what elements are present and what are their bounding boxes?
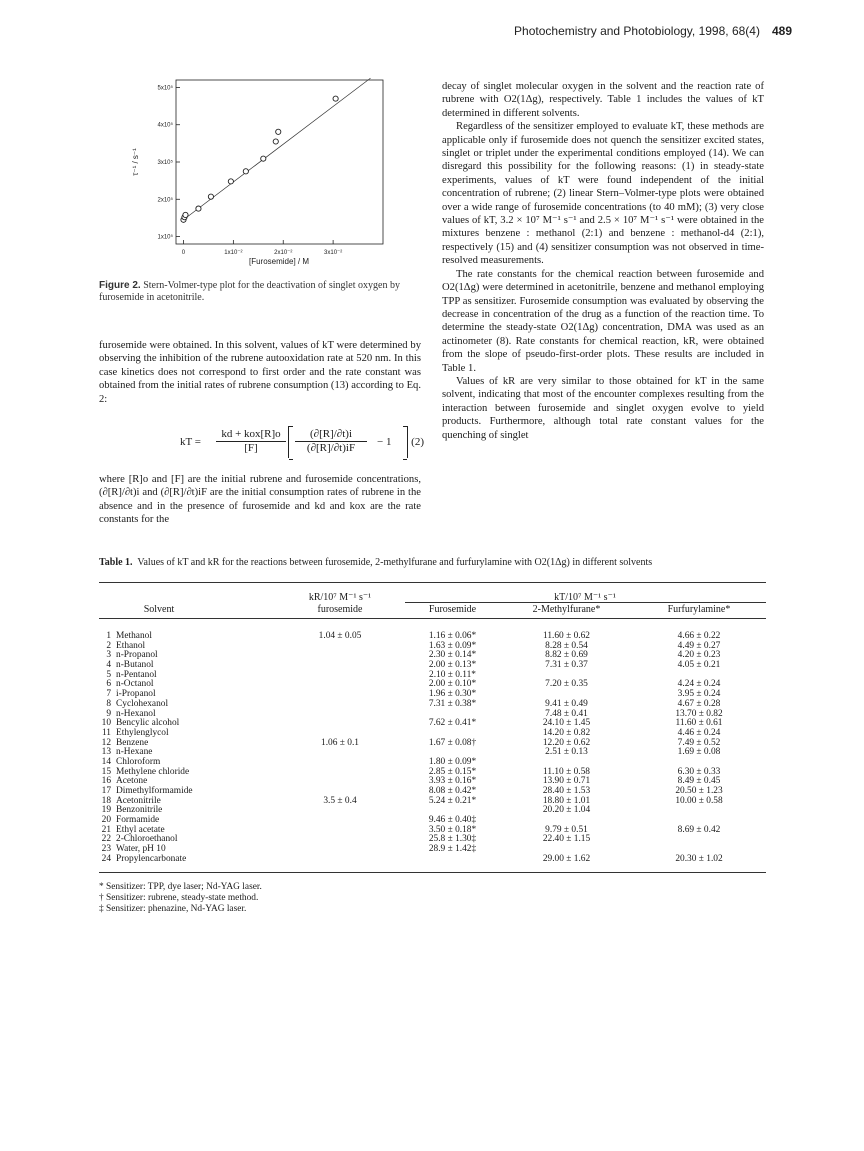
- row-number: 3: [106, 650, 111, 661]
- kt-methylfurane: 11.10 ± 0.58: [543, 766, 590, 777]
- solvent-name: n-Hexane: [116, 747, 153, 758]
- page-number: 489: [771, 24, 792, 38]
- solvent-name: i-Propanol: [116, 689, 156, 700]
- solvent-name: Chloroform: [116, 756, 161, 767]
- row-number: 11: [101, 727, 111, 738]
- y-axis-ticks: [158, 84, 181, 240]
- kt-furfurylamine: 4.24 ± 0.24: [677, 679, 721, 690]
- equation-2: [180, 426, 424, 460]
- equation-inner-denominator: (∂[R]/∂t)iF: [306, 442, 356, 454]
- solvent-name: Bencylic alcohol: [116, 718, 180, 729]
- equation-brackets: [288, 426, 408, 458]
- row-number: 17: [101, 786, 111, 796]
- kt-furfurylamine: 7.49 ± 0.52: [677, 737, 721, 748]
- data-points: [181, 96, 338, 222]
- left-column-text-2: [99, 473, 421, 527]
- header-kr-unit: kR/10⁷ M⁻¹ s⁻¹: [308, 592, 372, 603]
- kt-methylfurane: 29.00 ± 1.62: [542, 853, 591, 864]
- solvent-name: Acetonitrile: [116, 795, 161, 806]
- kt-furosemide: 28.9 ± 1.42‡: [428, 844, 477, 855]
- kt-methylfurane: 11.60 ± 0.62: [543, 631, 590, 641]
- kt-furosemide: 2.10 ± 0.11*: [429, 669, 476, 680]
- solvent-name: Acetone: [116, 776, 148, 787]
- paragraph: furosemide were obtained. In this solvent, values of kT were determined by observing the inhibition of the rubrene autooxidation rate at 520 nm. In this case kinetics does not correspond to first order and the rate constant was obtained from the initial rates of rubrene consumption (13) according to Eq. 2:: [99, 340, 421, 405]
- table-row: [99, 700, 766, 710]
- row-number: 7: [106, 689, 111, 700]
- equation-numerator: kd + kox[R]o: [216, 428, 286, 442]
- solvent-name: Benzene: [116, 737, 149, 748]
- row-number: 5: [106, 669, 111, 680]
- equation-number: (2): [411, 436, 424, 448]
- y-tick-label: 2x10⁵: [157, 197, 173, 204]
- kt-furfurylamine: 8.49 ± 0.45: [677, 776, 721, 787]
- y-tick-label: 3x10⁵: [157, 160, 173, 166]
- kt-furosemide: 2.00 ± 0.13*: [428, 660, 477, 671]
- kt-furosemide: 7.62 ± 0.41*: [428, 718, 477, 729]
- x-axis-ticks: [182, 240, 342, 256]
- kr-furosemide: 1.04 ± 0.05: [318, 631, 362, 641]
- row-number: 9: [106, 708, 111, 719]
- x-tick-label: 1x10⁻²: [224, 250, 243, 256]
- table-title: [99, 557, 779, 568]
- row-number: 13: [101, 747, 111, 758]
- kt-furfurylamine: 11.60 ± 0.61: [675, 718, 723, 729]
- footnote: * Sensitizer: TPP, dye laser; Nd-YAG laser.: [99, 882, 262, 892]
- kt-furosemide: 2.30 ± 0.14*: [428, 650, 477, 661]
- kt-furfurylamine: 8.69 ± 0.42: [677, 824, 721, 835]
- row-number: 19: [101, 805, 111, 816]
- kt-furosemide: 1.96 ± 0.30*: [428, 689, 477, 700]
- data-point: [208, 194, 213, 199]
- table-row: [99, 719, 766, 729]
- solvent-name: Ethyl acetate: [116, 824, 165, 835]
- solvent-name: Formamide: [116, 815, 160, 826]
- row-number: 14: [101, 756, 111, 767]
- kt-furfurylamine: 4.66 ± 0.22: [677, 631, 721, 641]
- equation-minus-one: − 1: [377, 436, 392, 448]
- kt-furfurylamine: 6.30 ± 0.33: [677, 766, 721, 777]
- y-axis-label: τ⁻¹ / s⁻¹: [131, 148, 140, 176]
- kt-furfurylamine: 20.50 ± 1.23: [675, 786, 723, 796]
- kt-furfurylamine: 4.49 ± 0.27: [677, 640, 721, 651]
- figure-caption: [99, 280, 424, 304]
- header-solvent: Solvent: [143, 604, 175, 615]
- y-tick-label: 5x10⁵: [157, 85, 173, 92]
- kt-furfurylamine: 3.95 ± 0.24: [677, 689, 721, 700]
- kt-methylfurane: 13.90 ± 0.71: [542, 776, 591, 787]
- running-header: [514, 24, 792, 38]
- kt-methylfurane: 14.20 ± 0.82: [542, 727, 591, 738]
- row-number: 4: [106, 660, 111, 671]
- data-point: [228, 179, 233, 184]
- solvent-name: n-Octanol: [116, 679, 154, 690]
- paragraph: where [R]o and [F] are the initial rubrene and furosemide concentrations, (∂[R]/∂t)i and (∂[R]/∂t)iF are the initial consumption rates of rubrene in the absence and in the presence of furosemide and kd and kox are the rate constants for the: [99, 474, 421, 526]
- solvent-name: Water, pH 10: [116, 844, 166, 855]
- kt-furfurylamine: 4.20 ± 0.23: [677, 650, 721, 661]
- row-number: 12: [101, 737, 111, 748]
- y-tick-label: 1x10⁵: [157, 234, 173, 241]
- table-footnotes: [99, 882, 262, 915]
- kt-furosemide: 1.80 ± 0.09*: [428, 756, 477, 767]
- kt-furosemide: 9.46 ± 0.40‡: [428, 815, 477, 826]
- kt-furosemide: 1.63 ± 0.09*: [428, 640, 477, 651]
- kt-methylfurane: 28.40 ± 1.53: [542, 786, 591, 796]
- stern-volmer-plot: [118, 62, 398, 272]
- table-row: [99, 845, 766, 855]
- header-furosemide: Furosemide: [428, 604, 477, 615]
- data-point: [261, 156, 266, 161]
- table-top-rule: [99, 582, 766, 583]
- solvent-name: Propylencarbonate: [116, 853, 187, 864]
- data-point: [183, 212, 188, 217]
- x-tick-label: 0: [181, 250, 186, 256]
- table-row: [99, 855, 766, 865]
- table-bottom-rule: [99, 872, 766, 873]
- kt-furfurylamine: 4.67 ± 0.28: [677, 698, 721, 709]
- kr-furosemide: 3.5 ± 0.4: [323, 795, 357, 806]
- header-methylfurane: 2-Methylfurane*: [532, 604, 601, 615]
- table-title-text: Values of kT and kR for the reactions between furosemide, 2-methylfurane and furfurylamine with O2(1Δg) in different solvents: [137, 557, 653, 568]
- kt-furfurylamine: 20.30 ± 1.02: [675, 853, 723, 864]
- paragraph: Regardless of the sensitizer employed to evaluate kT, these methods are applicable only if furosemide does not quench the sensitizer excited states, singlet or triplet under the experimental conditions employed (14). We can disregard this possibility for the following reasons: (1) in steady-state experiments, values of kT were found independent of the initial concentration of rubrene; (2) linear Stern–Volmer-type plots were obtained over a wide range of furosemide concentrations (to 40 mM); (3) very close values of kT, 3.2 × 10⁷ M⁻¹ s⁻¹ and 2.5 × 10⁷ M⁻¹ s⁻¹ were obtained in the mixtures benzene : methanol (2:1) and benzene : methanol-d4 (2:1), respectively (15) and (4) sensitizer consumption was not observed in time-resolved measurements.: [442, 121, 764, 267]
- data-point: [276, 129, 281, 134]
- kt-furfurylamine: 4.05 ± 0.21: [677, 660, 721, 671]
- paragraph: decay of singlet molecular oxygen in the solvent and the reaction rate of rubrene with O2(1Δg), respectively. Table 1 includes the values of kT determined in different solvents.: [442, 81, 764, 119]
- y-tick-label: 4x10⁵: [157, 122, 173, 129]
- solvent-name: Ethylenglycol: [116, 727, 169, 738]
- kt-methylfurane: 7.31 ± 0.37: [545, 660, 588, 671]
- kt-methylfurane: 9.79 ± 0.51: [545, 824, 588, 835]
- row-number: 24: [101, 853, 111, 864]
- kt-furosemide: 3.93 ± 0.16*: [428, 776, 477, 787]
- kt-furosemide: 1.67 ± 0.08†: [428, 737, 477, 748]
- solvent-name: n-Hexanol: [116, 708, 156, 719]
- row-number: 20: [101, 815, 111, 826]
- header-kt-unit: kT/10⁷ M⁻¹ s⁻¹: [554, 592, 616, 603]
- solvent-name: Methylene chloride: [116, 766, 190, 777]
- header-kr-sub: furosemide: [317, 604, 363, 615]
- row-number: 2: [106, 640, 111, 651]
- solvent-name: Methanol: [116, 631, 152, 641]
- header-furfurylamine: Furfurylamine*: [667, 604, 731, 615]
- kt-furosemide: 5.24 ± 0.21*: [428, 795, 477, 806]
- table-row: [99, 797, 766, 807]
- row-number: 15: [101, 766, 111, 777]
- kt-methylfurane: 18.80 ± 1.01: [542, 795, 591, 806]
- kt-methylfurane: 8.82 ± 0.69: [545, 650, 588, 661]
- equation-fraction: [216, 428, 286, 454]
- paragraph: The rate constants for the chemical reaction between furosemide and O2(1Δg) were determined in acetonitrile, benzene and methanol employing TPP as sensitizer. Furosemide consumption was evaluated by observing the decrease in concentration of the drug as a function of the reaction time. To determine the steady-state O2(1Δg) concentration, DMA was used as an actinometer (8). Rate constants for chemical reaction, kR, were obtained from the slope of pseudo-first-order plots. These results are included in Table 1.: [442, 268, 764, 374]
- kt-methylfurane: 8.28 ± 0.54: [545, 640, 588, 651]
- kt-methylfurane: 24.10 ± 1.45: [542, 718, 591, 729]
- kt-furfurylamine: 4.46 ± 0.24: [677, 727, 721, 738]
- kt-furfurylamine: 1.69 ± 0.08: [677, 747, 721, 758]
- row-number: 10: [101, 718, 111, 729]
- equation-inner-numerator: (∂[R]/∂t)i: [295, 428, 367, 442]
- row-number: 18: [101, 795, 111, 806]
- table-label: Table 1.: [99, 557, 133, 568]
- plot-frame: [176, 80, 383, 244]
- solvent-name: n-Butanol: [116, 660, 154, 671]
- row-number: 1: [106, 631, 111, 641]
- kt-methylfurane: 2.51 ± 0.13: [545, 747, 588, 758]
- table-row: [99, 739, 766, 749]
- kt-methylfurane: 9.41 ± 0.49: [545, 698, 588, 709]
- data-point: [243, 169, 248, 174]
- journal-citation: Photochemistry and Photobiology, 1998, 68(4): [514, 24, 760, 38]
- paragraph: Values of kR are very similar to those obtained for kT in the same solvent, indicating that most of the encounter complexes resulting from the interaction between furosemide and singlet oxygen evolve to yield products. Furthermore, although total rate constant values for the quenching of singlet: [442, 375, 764, 441]
- right-column-text: [442, 80, 764, 442]
- kt-furosemide: 25.8 ± 1.30‡: [428, 834, 477, 845]
- kt-methylfurane: 12.20 ± 0.62: [542, 737, 591, 748]
- x-axis-label: [Furosemide] / M: [248, 257, 310, 266]
- equation-inner-fraction: [295, 428, 367, 454]
- row-number: 21: [101, 824, 111, 835]
- table-header-rule: [99, 618, 766, 619]
- solvent-name: 2-Chloroethanol: [116, 834, 178, 845]
- table-body: [99, 632, 766, 865]
- x-tick-label: 2x10⁻²: [274, 250, 293, 256]
- kt-methylfurane: 20.20 ± 1.04: [542, 805, 591, 816]
- footnote: † Sensitizer: rubrene, steady-state method.: [99, 893, 259, 903]
- kt-methylfurane: 22.40 ± 1.15: [542, 834, 591, 845]
- kt-furfurylamine: 13.70 ± 0.82: [675, 708, 723, 719]
- row-number: 23: [101, 844, 111, 855]
- kt-furosemide: 8.08 ± 0.42*: [428, 786, 477, 796]
- kt-methylfurane: 7.20 ± 0.35: [545, 679, 588, 690]
- solvent-name: Cyclohexanol: [116, 698, 169, 709]
- kt-furosemide: 3.50 ± 0.18*: [428, 824, 477, 835]
- row-number: 8: [106, 698, 111, 709]
- row-number: 6: [106, 679, 111, 690]
- row-number: 16: [101, 776, 111, 787]
- x-tick-label: 3x10⁻²: [324, 250, 343, 256]
- header-kt-rule: [405, 602, 766, 603]
- kt-furosemide: 2.00 ± 0.10*: [428, 679, 477, 690]
- kt-furosemide: 1.16 ± 0.06*: [428, 631, 477, 641]
- solvent-name: Ethanol: [116, 640, 146, 651]
- left-column-text: [99, 339, 421, 406]
- figure-label: Figure 2.: [99, 280, 141, 291]
- kt-furfurylamine: 10.00 ± 0.58: [675, 795, 723, 806]
- figure-caption-text: Stern-Volmer-type plot for the deactivation of singlet oxygen by furosemide in acetonitrile.: [99, 280, 400, 303]
- equation-lhs: kT =: [180, 436, 201, 448]
- kt-methylfurane: 7.48 ± 0.41: [545, 708, 588, 719]
- kt-furosemide: 2.85 ± 0.15*: [428, 766, 477, 777]
- kt-furosemide: 7.31 ± 0.38*: [428, 698, 477, 709]
- data-point: [333, 96, 338, 101]
- row-number: 22: [101, 834, 111, 845]
- equation-denominator: [F]: [244, 442, 258, 454]
- data-point: [273, 139, 278, 144]
- kr-furosemide: 1.06 ± 0.1: [321, 737, 359, 748]
- solvent-name: Dimethylformamide: [116, 786, 193, 796]
- solvent-name: n-Pentanol: [116, 669, 157, 680]
- solvent-name: n-Propanol: [116, 650, 158, 661]
- solvent-name: Benzonitrile: [116, 805, 163, 816]
- data-point: [196, 206, 201, 211]
- footnote: ‡ Sensitizer: phenazine, Nd-YAG laser.: [99, 904, 247, 914]
